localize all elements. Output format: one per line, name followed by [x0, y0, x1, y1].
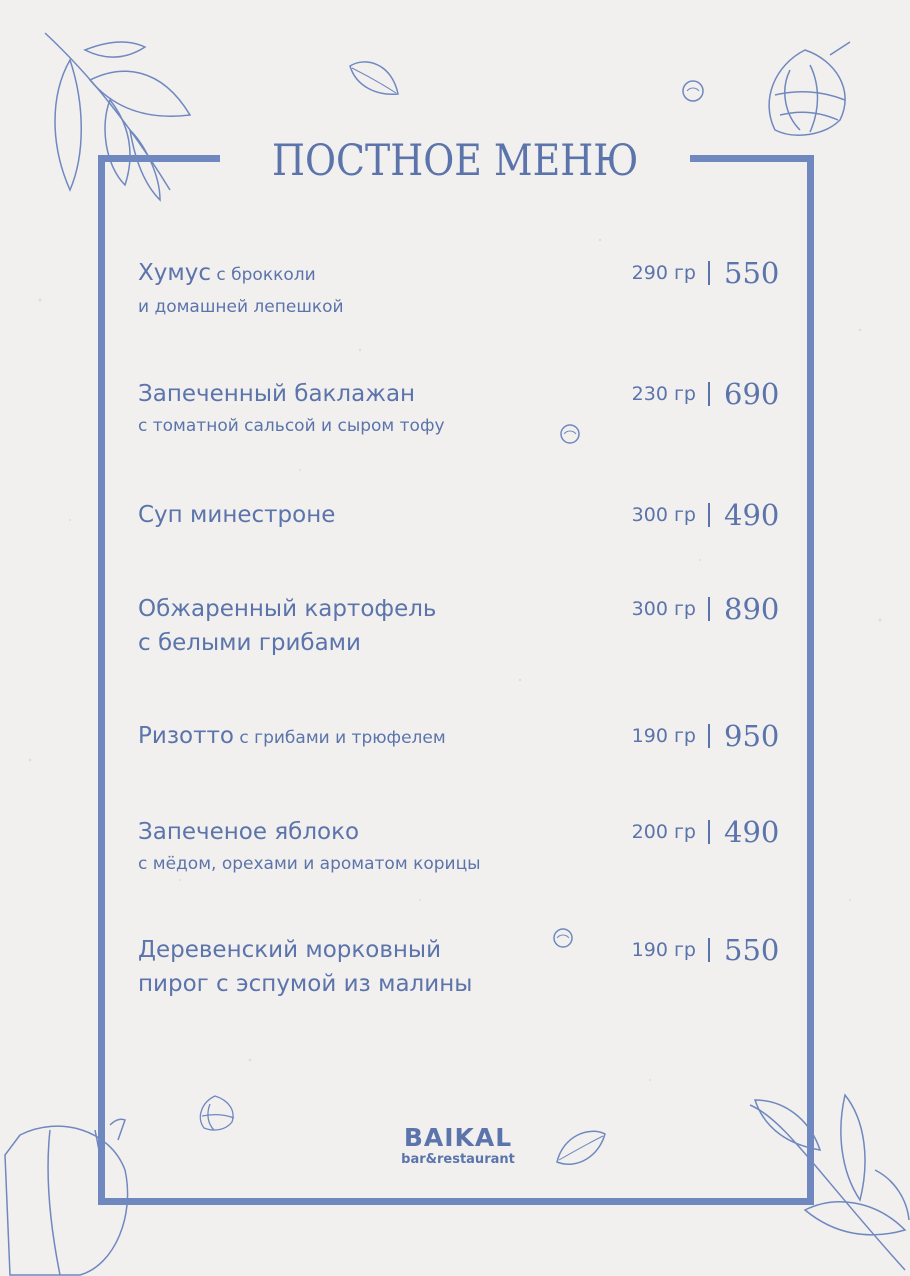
price-group — [631, 933, 780, 967]
brand-logo — [388, 1124, 528, 1168]
dish-name-line2 — [138, 967, 778, 1001]
divider — [708, 261, 710, 285]
price-group — [631, 719, 780, 753]
dish-name: Ризотто — [138, 723, 234, 749]
divider — [708, 597, 710, 621]
page-title: ПОСТНОЕ МЕНЮ — [271, 136, 639, 186]
price-group — [631, 256, 780, 290]
dish-description: и домашней лепешкой — [138, 297, 344, 317]
dish-name: Хумус — [138, 260, 211, 286]
dish-name: Обжаренный картофель — [138, 596, 437, 622]
dish-name-line2 — [138, 626, 778, 660]
dish-name: Запеченое яблоко — [138, 819, 360, 845]
dish-name-cont: пирог с эспумой из малины — [138, 971, 473, 997]
divider — [708, 724, 710, 748]
menu-item — [138, 377, 778, 441]
pea-icon — [680, 78, 706, 104]
menu-item — [138, 256, 778, 322]
menu-item — [138, 719, 778, 755]
dish-weight: 290 гр — [631, 262, 696, 284]
price-group — [631, 498, 780, 532]
menu-item — [138, 498, 778, 532]
dish-name: Деревенский морковный — [138, 937, 442, 963]
menu-item — [138, 592, 778, 660]
dish-name-suffix: с брокколи — [210, 265, 316, 285]
price-group — [631, 815, 780, 849]
menu-item — [138, 933, 778, 1001]
divider — [708, 938, 710, 962]
dish-price: 950 — [724, 719, 780, 753]
dish-name: Запеченный баклажан — [138, 381, 416, 407]
divider — [708, 503, 710, 527]
dish-weight: 300 гр — [631, 598, 696, 620]
dish-weight: 190 гр — [631, 939, 696, 961]
dish-price: 490 — [724, 498, 780, 532]
divider — [708, 820, 710, 844]
logo-brand: BAIKAL — [403, 1123, 513, 1152]
dish-name: Суп минестроне — [138, 502, 336, 528]
dish-price: 490 — [724, 815, 780, 849]
dish-weight: 230 гр — [631, 383, 696, 405]
dish-weight: 300 гр — [631, 504, 696, 526]
dish-name-suffix: с грибами и трюфелем — [234, 728, 446, 748]
dish-weight: 200 гр — [631, 821, 696, 843]
price-group — [631, 377, 780, 411]
dish-description: с мёдом, орехами и ароматом корицы — [138, 854, 481, 874]
dish-weight: 190 гр — [631, 725, 696, 747]
dish-description: с томатной сальсой и сыром тофу — [138, 416, 445, 436]
dish-price: 550 — [724, 933, 780, 967]
logo-tagline: bar&restaurant — [401, 1152, 515, 1167]
title-banner — [220, 128, 690, 194]
price-group — [631, 592, 780, 626]
dish-price: 890 — [724, 592, 780, 626]
dish-price: 690 — [724, 377, 780, 411]
basil-leaf-icon — [346, 56, 402, 100]
divider — [708, 382, 710, 406]
menu-item — [138, 815, 778, 879]
dish-name-cont: с белыми грибами — [138, 630, 361, 656]
artichoke-icon — [750, 40, 860, 145]
dish-price: 550 — [724, 256, 780, 290]
